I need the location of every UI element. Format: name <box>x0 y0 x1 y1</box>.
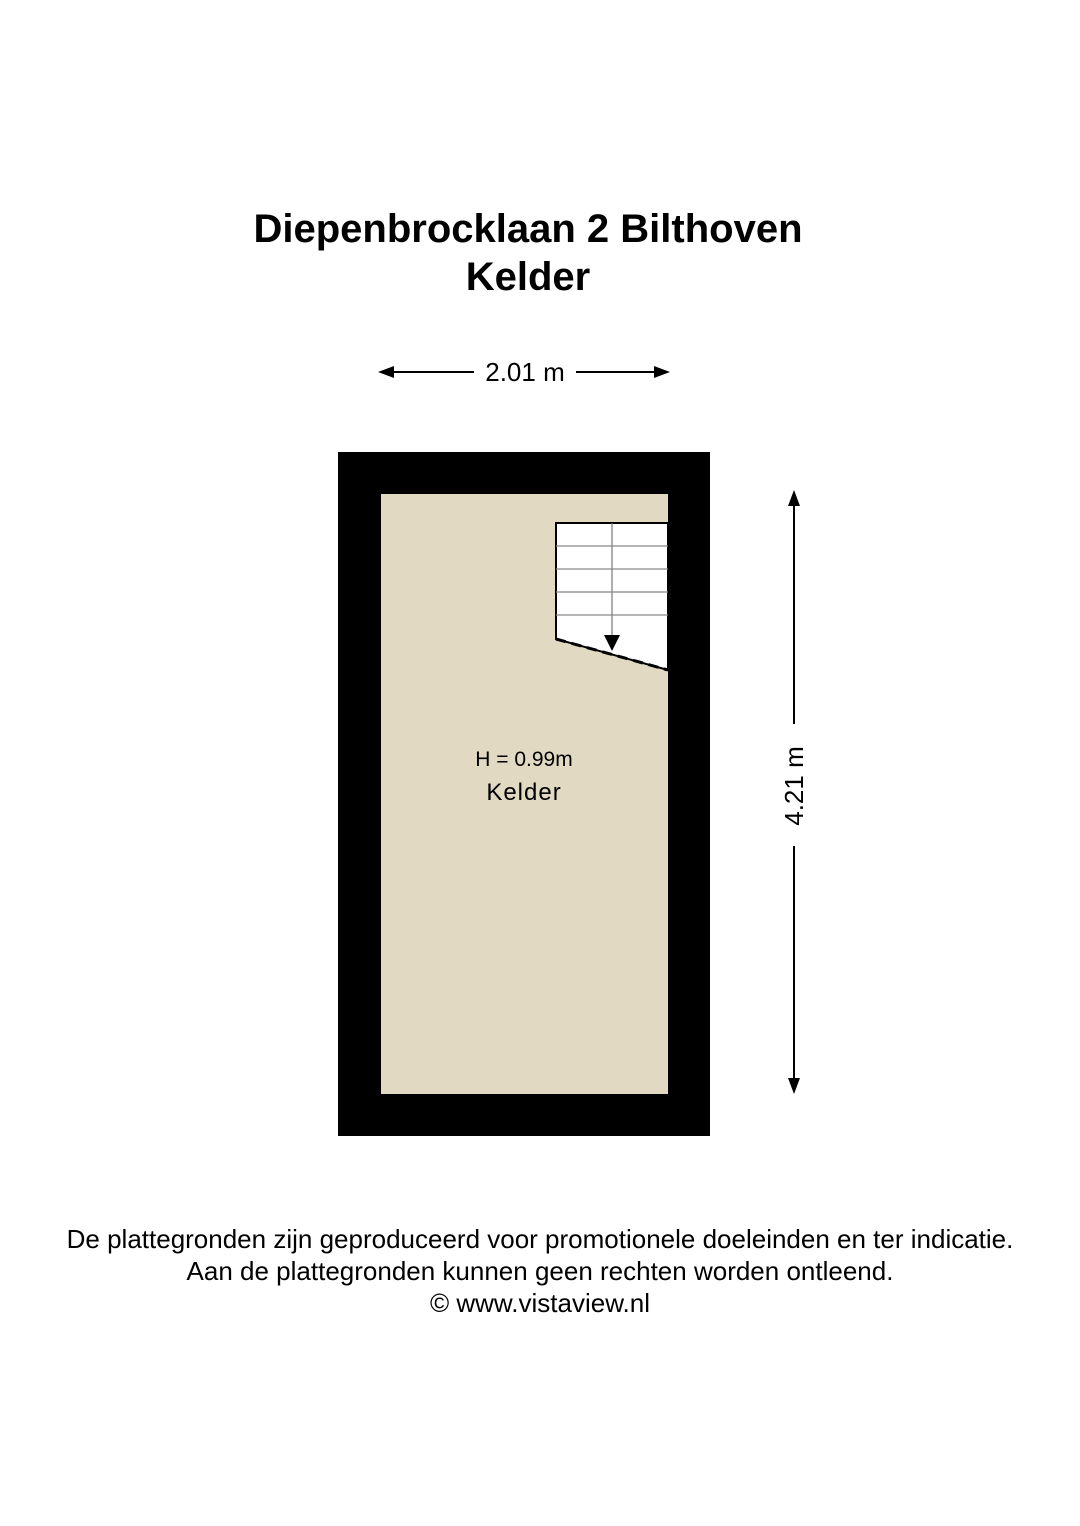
disclaimer-line: Aan de plattegronden kunnen geen rechten worden ontleend. <box>186 1256 894 1286</box>
room-name-label: Kelder <box>486 779 562 806</box>
plan-title-floor: Kelder <box>465 255 591 299</box>
plan-title-address: Diepenbrocklaan 2 Bilthoven <box>253 207 803 251</box>
dimension-line <box>576 371 658 373</box>
length-dimension-label: 4.21 m <box>779 746 809 826</box>
dimension-line <box>793 502 795 724</box>
dimension-line <box>388 371 474 373</box>
arrow-right-icon <box>654 366 670 378</box>
copyright-line: © www.vistaview.nl <box>430 1288 650 1318</box>
length-dimension <box>778 490 810 1094</box>
width-dimension-label: 2.01 m <box>485 357 565 387</box>
room-height-label: H = 0.99m <box>475 748 573 771</box>
arrow-down-icon <box>788 1078 800 1094</box>
disclaimer-line: De plattegronden zijn geproduceerd voor promotionele doeleinden en ter indicatie. <box>66 1224 1014 1254</box>
width-dimension <box>378 356 670 388</box>
dimension-line <box>793 846 795 1080</box>
